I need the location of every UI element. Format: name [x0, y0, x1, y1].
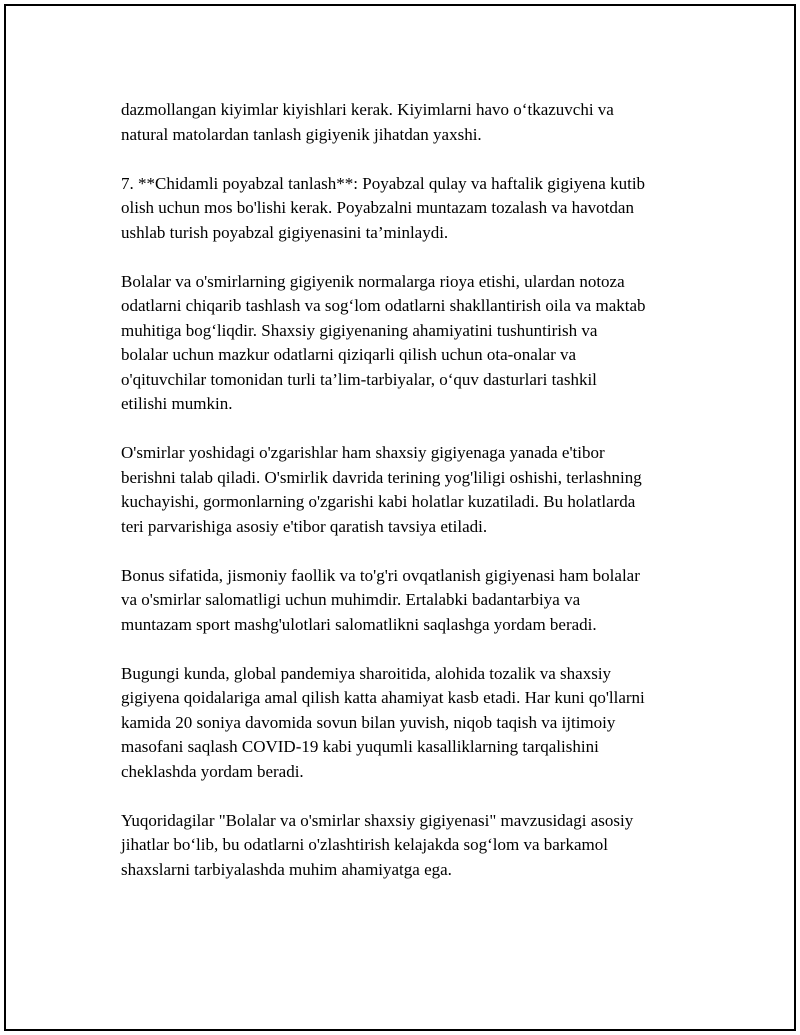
paragraph-family-school: Bolalar va o'smirlarning gigiyenik normalarga rioya etishi, ulardan notoza odatlarni chiqarib tashlash va sog‘lom odatlarni shakllantirish oila va maktab muhitiga bog‘liqdir. Shaxsiy gigiyenaning ahamiyatini tushuntirish va bolalar uchun mazkur odatlarni qiziqarli qilish uchun ota-onalar va o'qituvchilar tomonidan turli ta’lim-tarbiyalar, o‘quv dasturlari tashkil etilishi mumkin. [121, 271, 646, 413]
paragraph-clothing-continuation: dazmollangan kiyimlar kiyishlari kerak. Kiyimlarni havo o‘tkazuvchi va natural matolardan tanlash gigiyenik jihatdan yaxshi. [121, 100, 614, 144]
document-page [4, 4, 796, 1031]
paragraph-conclusion: Yuqoridagilar "Bolalar va o'smirlar shaxsiy gigiyenasi" mavzusidagi asosiy jihatlar bo‘lib, bu odatlarni o'zlashtirish kelajakda sog‘lom va barkamol shaxslarni tarbiyalashda muhim ahamiyatga ega. [121, 810, 634, 879]
paragraph-adolescent-changes: O'smirlar yoshidagi o'zgarishlar ham shaxsiy gigiyenaga yanada e'tibor berishni talab qiladi. O'smirlik davrida terining yog'liligi oshishi, terlashning kuchayishi, gormonlarning o'zgarishi kabi holatlar kuzatiladi. Bu holatlarda teri parvarishiga asosiy e'tibor qaratish tavsiya etiladi. [121, 443, 642, 536]
paragraph-footwear: 7. **Chidamli poyabzal tanlash**: Poyabzal qulay va haftalik gigiyena kutib olish uchun mos bo'lishi kerak. Poyabzalni muntazam tozalash va havotdan ushlab turish poyabzal gigiyenasini ta’minlaydi. [121, 173, 646, 242]
document-body [121, 98, 701, 907]
paragraph-physical-activity: Bonus sifatida, jismoniy faollik va to'g'ri ovqatlanish gigiyenasi ham bolalar va o'smirlar salomatligi uchun muhimdir. Ertalabki badantarbiya va muntazam sport mashg'ulotlari salomatlikni saqlashga yordam beradi. [121, 565, 640, 634]
paragraph-pandemic: Bugungi kunda, global pandemiya sharoitida, alohida tozalik va shaxsiy gigiyena qoidalariga amal qilish katta ahamiyat kasb etadi. Har kuni qo'llarni kamida 20 soniya davomida sovun bilan yuvish, niqob taqish va ijtimoiy masofani saqlash COVID-19 kabi yuqumli kasalliklarning tarqalishini cheklashda yordam beradi. [121, 663, 645, 781]
